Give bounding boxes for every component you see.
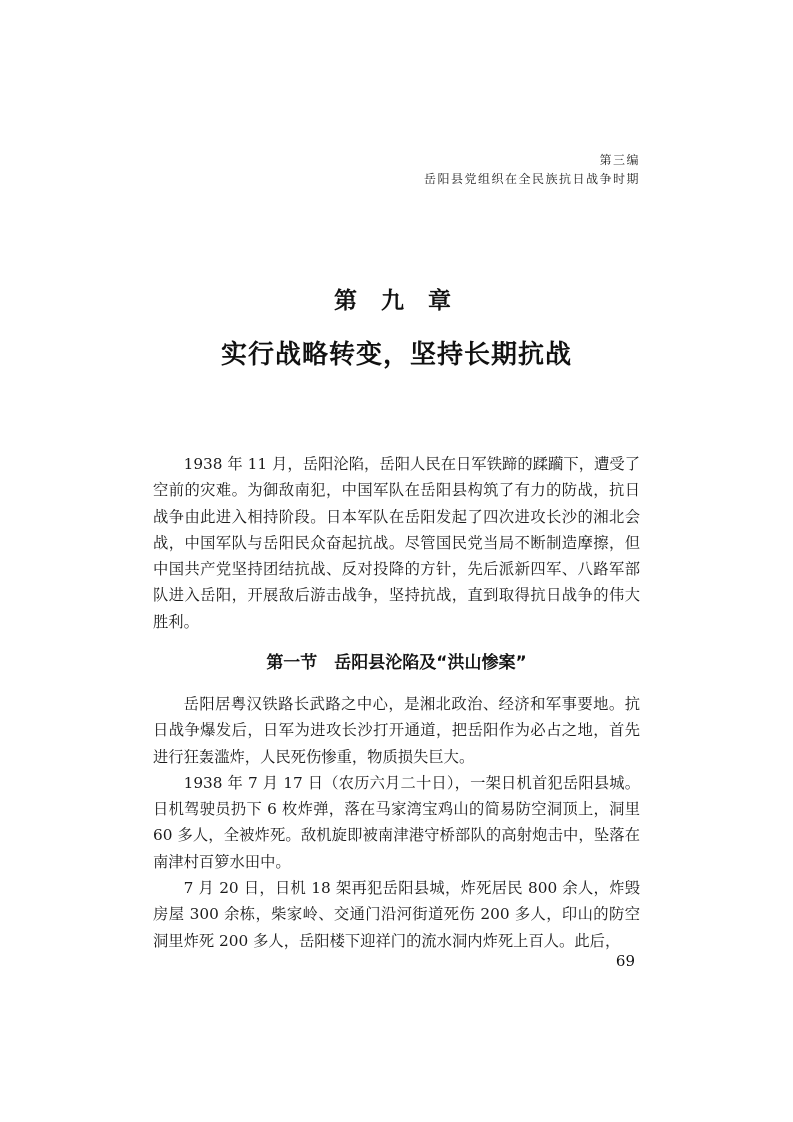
section-title: 第一节 岳阳县沦陷及“洪山惨案” <box>266 653 527 673</box>
running-head <box>424 151 640 189</box>
running-head-part: 第三编 <box>599 153 640 167</box>
intro-paragraph: 1938 年 11 月，岳阳沦陷，岳阳人民在日军铁蹄的蹂躏下，遭受了空前的灾难。为御敌南犯，中国军队在岳阳县构筑了有力的防战，抗日战争由此进入相持阶段。日本军队在岳阳发起了四次进攻长沙的湘北会战，中国军队与岳阳民众奋起抗战。尽管国民党当局不断制造摩擦，但中国共产党坚持团结抗战、反对投降的方针，先后派新四军、八路军部队进入岳阳，开展敌后游击战争，坚持抗战，直到取得抗日战争的伟大胜利。 <box>153 455 640 631</box>
chapter-number: 第 九 章 <box>333 288 459 314</box>
body-paragraph: 岳阳居粤汉铁路长武路之中心，是湘北政治、经济和军事要地。抗日战争爆发后，日军为进攻长沙打开通道，把岳阳作为必占之地，首先进行狂轰滥炸，人民死伤惨重，物质损失巨大。 <box>153 695 640 766</box>
body-text <box>153 691 640 954</box>
intro-text <box>153 451 640 635</box>
body-paragraph: 7 月 20 日，日机 18 架再犯岳阳县城，炸死居民 800 余人，炸毁房屋 300 余栋，柴家岭、交通门沿河街道死伤 200 多人，印山的防空洞里炸死 200 多人，岳阳楼下迎祥门的流水洞内炸死上百人。此后， <box>153 879 640 950</box>
chapter-title: 实行战略转变，坚持长期抗战 <box>220 340 572 370</box>
body-paragraph: 1938 年 7 月 17 日（农历六月二十日），一架日机首犯岳阳县城。日机驾驶员扔下 6 枚炸弹，落在马家湾宝鸡山的简易防空洞顶上，洞里 60 多人，全被炸死。敌机旋即被南津港守桥部队的高射炮击中，坠落在南津村百箩水田中。 <box>153 773 640 871</box>
page-number: 69 <box>615 952 635 970</box>
running-head-subtitle: 岳阳县党组织在全民族抗日战争时期 <box>423 172 640 186</box>
